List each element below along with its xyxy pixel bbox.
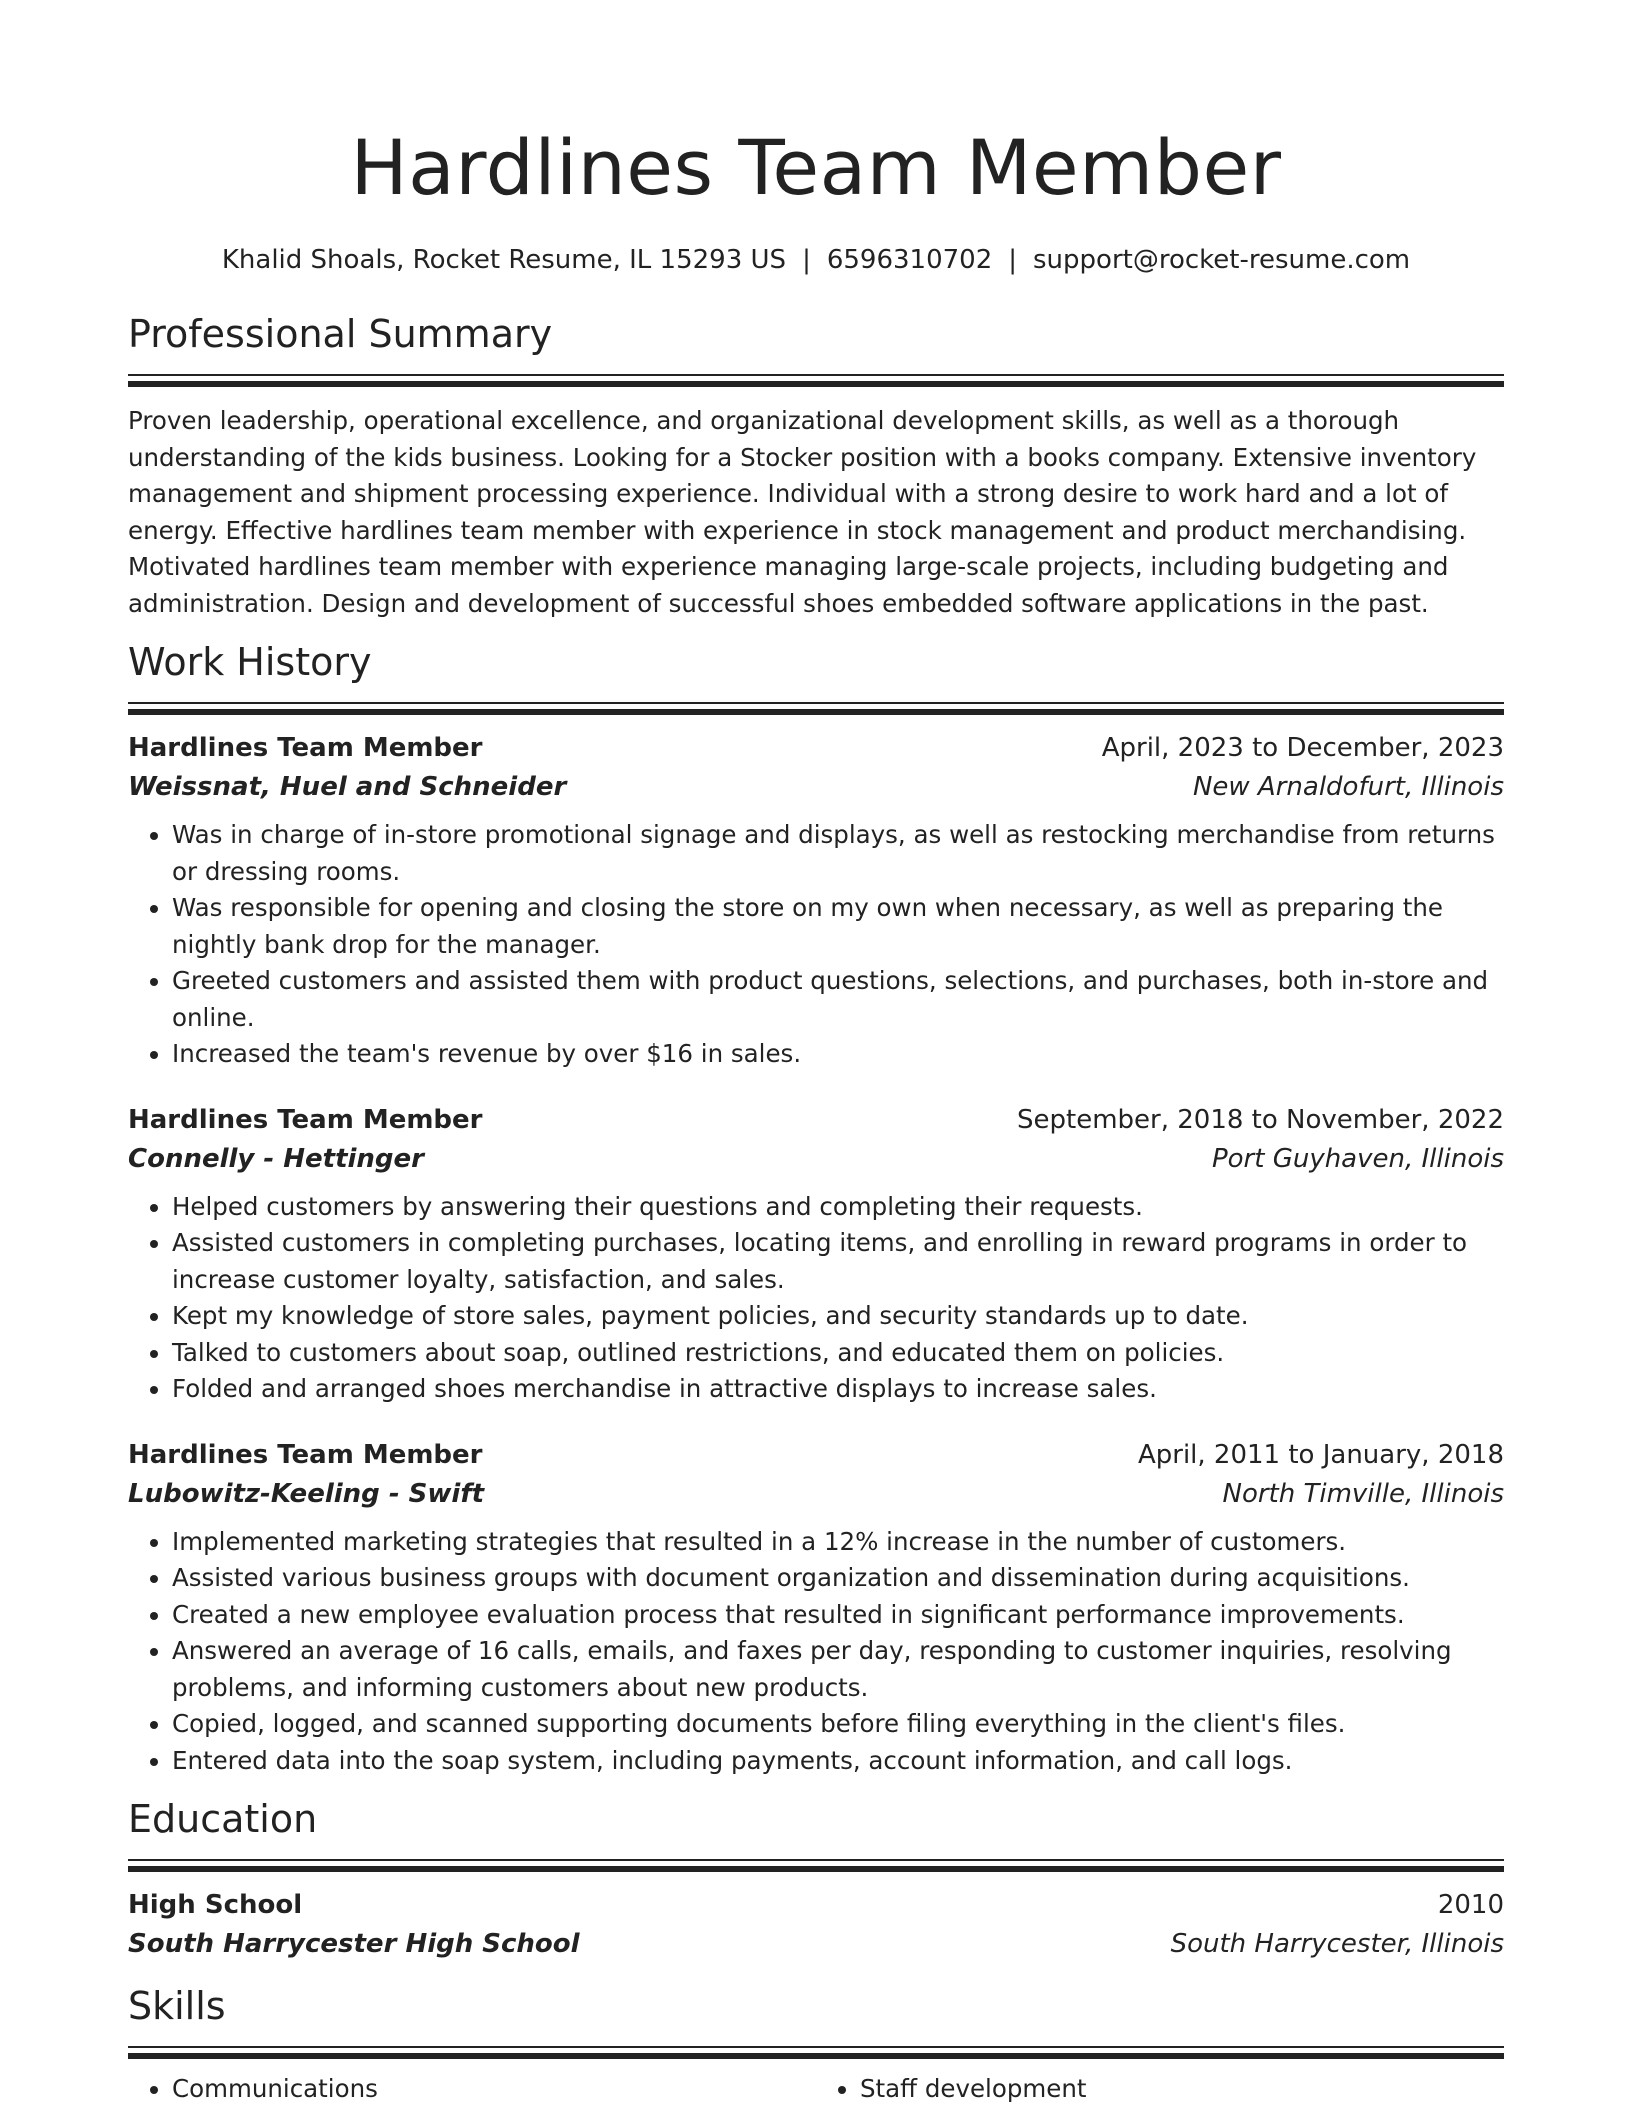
- job-title: Hardlines Team Member: [128, 1439, 483, 1470]
- work-history-section: [128, 636, 1504, 1779]
- job-bullet: • Greeted customers and assisted them with product questions, selections, and purchases, both in-store and online.: [172, 963, 1504, 1036]
- job-location: North Timville, Illinois: [1222, 1478, 1504, 1509]
- job-company: Weissnat, Huel and Schneider: [128, 772, 567, 802]
- job-bullet: • Assisted various business groups with document organization and dissemination during acquisitions.: [172, 1560, 1504, 1597]
- job-bullet: • Implemented marketing strategies that resulted in a 12% increase in the number of customers.: [172, 1524, 1504, 1561]
- job-bullet: • Copied, logged, and scanned supporting documents before filing everything in the client's files.: [172, 1706, 1504, 1743]
- job-location: New Arnaldofurt, Illinois: [1192, 772, 1504, 802]
- resume-content: [128, 0, 1504, 2107]
- education-school: South Harrycester High School: [128, 1929, 580, 1959]
- section-divider: [128, 702, 1504, 715]
- section-title-summary: Professional Summary: [128, 312, 553, 356]
- job-entry: [128, 729, 1504, 1073]
- job-bullet: • Entered data into the soap system, including payments, account information, and call logs.: [172, 1743, 1504, 1780]
- contact-line: [128, 242, 1504, 278]
- skills-column-left: [128, 2071, 816, 2107]
- job-bullet: • Answered an average of 16 calls, emails, and faxes per day, responding to customer inquiries, resolving problems, and informing customers about new products.: [172, 1633, 1504, 1706]
- contact-phone: 6596310702: [826, 245, 993, 275]
- job-bullets: [128, 1524, 1504, 1780]
- job-bullet: • Was in charge of in-store promotional signage and displays, as well as restocking merchandise from returns or dressing rooms.: [172, 817, 1504, 890]
- job-bullets: [128, 1189, 1504, 1408]
- contact-address: Khalid Shoals, Rocket Resume, IL 15293 US: [221, 245, 787, 275]
- job-title: Hardlines Team Member: [128, 733, 483, 763]
- contact-email: support@rocket-resume.com: [1033, 245, 1411, 275]
- section-divider: [128, 1859, 1504, 1872]
- job-bullet: • Assisted customers in completing purchases, locating items, and enrolling in reward programs in order to increase customer loyalty, satisfaction, and sales.: [172, 1225, 1504, 1298]
- skill-item: • Staff development: [860, 2071, 1504, 2107]
- education-entry: [128, 1886, 1504, 1964]
- job-title: Hardlines Team Member: [128, 1104, 483, 1135]
- resume-name: Hardlines Team Member: [350, 123, 1282, 212]
- section-divider: [128, 2046, 1504, 2059]
- job-location: Port Guyhaven, Illinois: [1211, 1143, 1504, 1174]
- skills-grid: [128, 2071, 1504, 2107]
- job-entry: [128, 1101, 1504, 1408]
- skill-item: • Communications: [172, 2071, 816, 2107]
- education-section: [128, 1793, 1504, 1964]
- job-bullet: • Kept my knowledge of store sales, payment policies, and security standards up to date.: [172, 1298, 1504, 1335]
- job-bullet: • Increased the team's revenue by over $16 in sales.: [172, 1036, 1504, 1073]
- job-bullet: • Was responsible for opening and closing the store on my own when necessary, as well as preparing the nightly bank drop for the manager.: [172, 890, 1504, 963]
- summary-text: Proven leadership, operational excellence, and organizational development skills, as well as a thorough understanding of the kids business. Looking for a Stocker position with a books company. Extensive inventory management and shipment processing experience. Individual with a strong desire to work hard and a lot of energy. Effective hardlines team member with experience in stock management and product merchandising. Motivated hardlines team member with experience managing large-scale projects, including budgeting and administration. Design and development of successful shoes embedded software applications in the past.: [128, 406, 1477, 618]
- job-bullet: • Talked to customers about soap, outlined restrictions, and educated them on policies.: [172, 1335, 1504, 1372]
- job-bullets: [128, 817, 1504, 1073]
- job-dates: April, 2023 to December, 2023: [1101, 733, 1504, 763]
- job-company: Connelly - Hettinger: [128, 1143, 425, 1174]
- job-dates: September, 2018 to November, 2022: [1017, 1104, 1504, 1135]
- section-title-skills: Skills: [128, 1984, 226, 2028]
- job-dates: April, 2011 to January, 2018: [1137, 1439, 1504, 1470]
- section-divider: [128, 374, 1504, 387]
- job-bullet: • Created a new employee evaluation process that resulted in significant performance improvements.: [172, 1597, 1504, 1634]
- contact-separator: |: [802, 245, 811, 275]
- section-title-work-history: Work History: [128, 640, 372, 684]
- skills-section: [128, 1980, 1504, 2107]
- job-company: Lubowitz-Keeling - Swift: [128, 1478, 485, 1509]
- summary-section: [128, 308, 1504, 622]
- education-location: South Harrycester, Illinois: [1170, 1929, 1504, 1959]
- job-bullet: • Folded and arranged shoes merchandise in attractive displays to increase sales.: [172, 1371, 1504, 1408]
- contact-separator: |: [1008, 245, 1018, 275]
- section-title-education: Education: [128, 1797, 318, 1841]
- job-entry: [128, 1436, 1504, 1780]
- skills-column-right: [816, 2071, 1504, 2107]
- education-degree: High School: [128, 1890, 303, 1920]
- job-bullet: • Helped customers by answering their questions and completing their requests.: [172, 1189, 1504, 1226]
- education-year: 2010: [1437, 1890, 1504, 1920]
